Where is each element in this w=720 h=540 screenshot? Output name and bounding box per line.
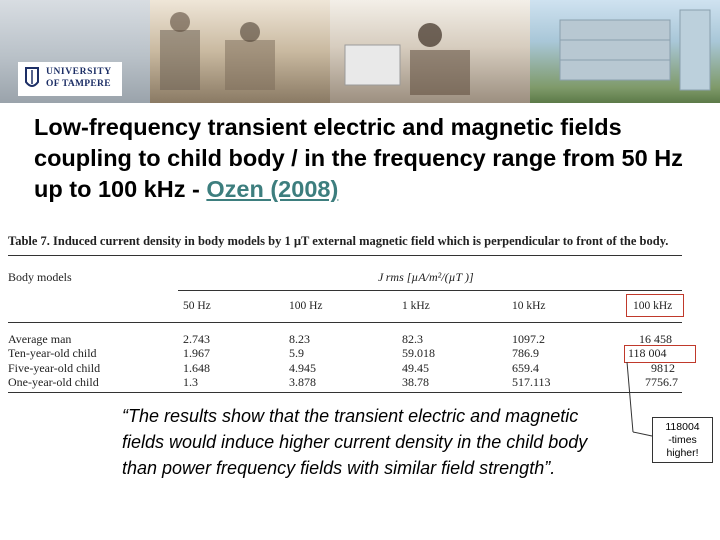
table-row-label: Ten-year-old child <box>8 346 97 360</box>
table-cell: 49.45 <box>402 361 429 375</box>
callout-line-1: 118004 <box>665 421 700 433</box>
table-row-label: One-year-old child <box>8 375 99 389</box>
table-cell: 1097.2 <box>512 332 545 346</box>
table-unit-label: J rms [µA/m²/(µT )] <box>378 270 474 284</box>
col-header-10khz: 10 kHz <box>512 300 546 312</box>
col-header-100khz: 100 kHz <box>633 300 673 312</box>
table-rule-bottom <box>8 392 682 393</box>
table-cell: 3.878 <box>289 375 316 389</box>
university-logo <box>18 62 122 96</box>
col-header-100hz: 100 Hz <box>289 300 323 312</box>
col-header-1khz: 1 kHz <box>402 300 430 312</box>
table-cell: 786.9 <box>512 346 539 360</box>
callout-line-3: higher! <box>666 447 699 459</box>
table-cell: 118 004 <box>628 346 667 360</box>
table-cell: 59.018 <box>402 346 435 360</box>
logo-line-university: UNIVERSITY <box>46 67 112 77</box>
table-cell: 5.9 <box>289 346 304 360</box>
table-cell: 517.113 <box>512 375 551 389</box>
table-rule-sub <box>178 290 682 291</box>
table-cell: 4.945 <box>289 361 316 375</box>
slide-title-text: Low-frequency transient electric and magnetic fields coupling to child body / in the frequency range from 50 Hz up to 100 kHz - <box>34 114 683 202</box>
reference-link[interactable]: Ozen (2008) <box>206 176 339 202</box>
table-row-header: Body models <box>8 270 72 284</box>
table-cell: 659.4 <box>512 361 539 375</box>
table-cell: 82.3 <box>402 332 423 346</box>
logo-line-tampere: OF TAMPERE <box>46 79 111 89</box>
table-cell: 9812 <box>651 361 675 375</box>
table-caption: Table 7. Induced current density in body models by 1 µT external magnetic field which is perpendicular to front of the body. <box>8 234 669 248</box>
highlight-box-100khz <box>626 294 684 317</box>
callout-line-2: -times <box>668 434 697 446</box>
table-cell: 1.3 <box>183 375 198 389</box>
table-cell: 8.23 <box>289 332 310 346</box>
table-cell: 2.743 <box>183 332 210 346</box>
slide-title <box>34 112 684 205</box>
university-emblem-icon <box>24 66 40 92</box>
table-cell: 1.967 <box>183 346 210 360</box>
table-row-label: Five-year-old child <box>8 361 101 375</box>
table-rule-mid <box>8 322 682 323</box>
table-cell: 16 458 <box>639 332 672 346</box>
quote-text: “The results show that the transient electric and magnetic fields would induce higher current density in the child body than power frequency fields with similar field strength”. <box>122 406 588 478</box>
col-header-50hz: 50 Hz <box>183 300 211 312</box>
header-banner <box>0 0 720 103</box>
table-cell: 1.648 <box>183 361 210 375</box>
table-cell: 38.78 <box>402 375 429 389</box>
table-cell: 7756.7 <box>645 375 678 389</box>
data-table-figure <box>0 228 690 398</box>
table-row-label: Average man <box>8 332 72 346</box>
table-rule-top <box>8 255 682 256</box>
callout-box <box>652 417 713 463</box>
